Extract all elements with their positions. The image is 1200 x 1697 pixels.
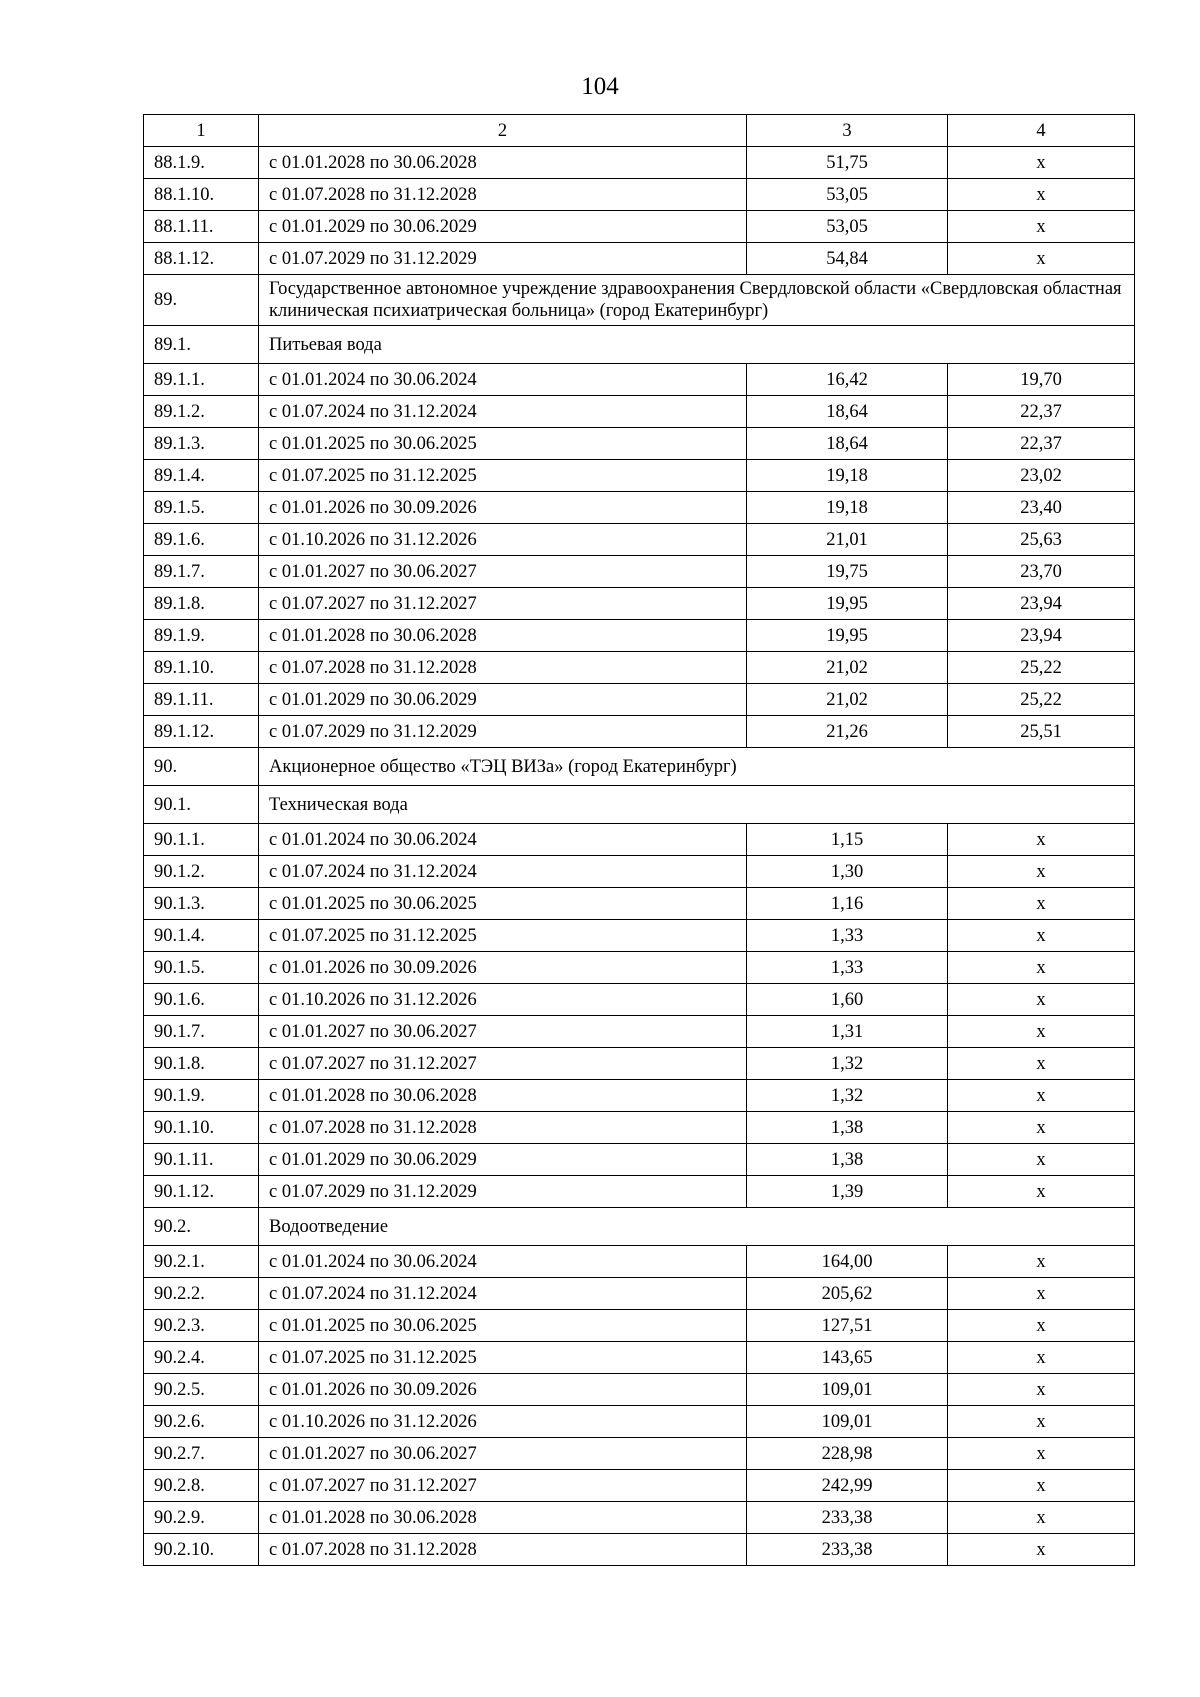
period-cell: с 01.10.2026 по 31.12.2026 — [259, 524, 747, 556]
table-row — [144, 652, 1135, 684]
period-cell: с 01.01.2025 по 30.06.2025 — [259, 1310, 747, 1342]
period-cell: с 01.01.2029 по 30.06.2029 — [259, 211, 747, 243]
tariff-vat-cell: х — [948, 1470, 1135, 1502]
table-row — [144, 1112, 1135, 1144]
table-row — [144, 984, 1135, 1016]
period-cell: с 01.01.2028 по 30.06.2028 — [259, 620, 747, 652]
column-number-row — [144, 115, 1135, 147]
period-cell: с 01.01.2024 по 30.06.2024 — [259, 824, 747, 856]
period-cell: с 01.07.2029 по 31.12.2029 — [259, 1176, 747, 1208]
tariff-value-cell: 1,31 — [747, 1016, 948, 1048]
row-number-cell: 90.2.6. — [144, 1406, 259, 1438]
tariff-value-cell: 53,05 — [747, 179, 948, 211]
tariff-vat-cell: х — [948, 1406, 1135, 1438]
tariff-vat-cell: х — [948, 1246, 1135, 1278]
tariff-vat-cell: х — [948, 1080, 1135, 1112]
table-row — [144, 492, 1135, 524]
tariff-vat-cell: х — [948, 1278, 1135, 1310]
tariff-value-cell: 109,01 — [747, 1374, 948, 1406]
tariff-value-cell: 1,38 — [747, 1112, 948, 1144]
table-row — [144, 1342, 1135, 1374]
row-number-cell: 89.1.3. — [144, 428, 259, 460]
tariff-value-cell: 18,64 — [747, 396, 948, 428]
period-cell: с 01.01.2026 по 30.09.2026 — [259, 492, 747, 524]
tariff-value-cell: 19,75 — [747, 556, 948, 588]
tariff-vat-cell: х — [948, 179, 1135, 211]
table-row — [144, 396, 1135, 428]
period-cell: с 01.07.2025 по 31.12.2025 — [259, 460, 747, 492]
table-row — [144, 888, 1135, 920]
table-row — [144, 364, 1135, 396]
section-title-cell: Техническая вода — [259, 786, 1135, 824]
tariff-vat-cell: 25,51 — [948, 716, 1135, 748]
row-number-cell: 90.2. — [144, 1208, 259, 1246]
tariff-vat-cell: х — [948, 1438, 1135, 1470]
row-number-cell: 90.1.10. — [144, 1112, 259, 1144]
tariff-vat-cell: 23,94 — [948, 620, 1135, 652]
tariff-vat-cell: х — [948, 1534, 1135, 1566]
table-row — [144, 1176, 1135, 1208]
row-number-cell: 90.2.9. — [144, 1502, 259, 1534]
period-cell: с 01.10.2026 по 31.12.2026 — [259, 1406, 747, 1438]
period-cell: с 01.07.2028 по 31.12.2028 — [259, 1534, 747, 1566]
row-number-cell: 90.1.5. — [144, 952, 259, 984]
tariff-value-cell: 1,33 — [747, 920, 948, 952]
period-cell: с 01.01.2029 по 30.06.2029 — [259, 684, 747, 716]
row-number-cell: 90.1. — [144, 786, 259, 824]
period-cell: с 01.07.2028 по 31.12.2028 — [259, 1112, 747, 1144]
period-cell: с 01.01.2026 по 30.09.2026 — [259, 1374, 747, 1406]
tariff-value-cell: 21,01 — [747, 524, 948, 556]
tariff-vat-cell: х — [948, 1374, 1135, 1406]
tariff-vat-cell: 23,02 — [948, 460, 1135, 492]
table-row — [144, 179, 1135, 211]
column-number-4: 4 — [948, 115, 1135, 147]
table-row — [144, 1016, 1135, 1048]
table-row — [144, 716, 1135, 748]
row-number-cell: 88.1.9. — [144, 147, 259, 179]
period-cell: с 01.01.2028 по 30.06.2028 — [259, 147, 747, 179]
row-number-cell: 89.1.6. — [144, 524, 259, 556]
period-cell: с 01.07.2029 по 31.12.2029 — [259, 716, 747, 748]
tariff-value-cell: 21,02 — [747, 652, 948, 684]
row-number-cell: 90.1.11. — [144, 1144, 259, 1176]
tariff-value-cell: 127,51 — [747, 1310, 948, 1342]
table-row — [144, 1048, 1135, 1080]
row-number-cell: 89.1.11. — [144, 684, 259, 716]
row-number-cell: 90.2.10. — [144, 1534, 259, 1566]
row-number-cell: 89.1.2. — [144, 396, 259, 428]
row-number-cell: 89.1.1. — [144, 364, 259, 396]
tariff-value-cell: 19,95 — [747, 620, 948, 652]
row-number-cell: 89.1.4. — [144, 460, 259, 492]
tariff-value-cell: 54,84 — [747, 243, 948, 275]
tariff-vat-cell: 25,22 — [948, 652, 1135, 684]
period-cell: с 01.01.2029 по 30.06.2029 — [259, 1144, 747, 1176]
row-number-cell: 88.1.10. — [144, 179, 259, 211]
tariff-value-cell: 228,98 — [747, 1438, 948, 1470]
row-number-cell: 89.1.5. — [144, 492, 259, 524]
period-cell: с 01.07.2025 по 31.12.2025 — [259, 920, 747, 952]
section-row — [144, 748, 1135, 786]
section-row — [144, 326, 1135, 364]
tariff-vat-cell: х — [948, 984, 1135, 1016]
tariff-vat-cell: х — [948, 1502, 1135, 1534]
tariff-value-cell: 164,00 — [747, 1246, 948, 1278]
row-number-cell: 90.1.12. — [144, 1176, 259, 1208]
period-cell: с 01.10.2026 по 31.12.2026 — [259, 984, 747, 1016]
table-row — [144, 1144, 1135, 1176]
section-row — [144, 1208, 1135, 1246]
period-cell: с 01.01.2024 по 30.06.2024 — [259, 1246, 747, 1278]
row-number-cell: 90.2.7. — [144, 1438, 259, 1470]
tariff-vat-cell: х — [948, 920, 1135, 952]
period-cell: с 01.07.2028 по 31.12.2028 — [259, 179, 747, 211]
tariff-value-cell: 19,18 — [747, 492, 948, 524]
section-title-cell: Водоотведение — [259, 1208, 1135, 1246]
row-number-cell: 89.1. — [144, 326, 259, 364]
tariff-vat-cell: 23,94 — [948, 588, 1135, 620]
period-cell: с 01.07.2029 по 31.12.2029 — [259, 243, 747, 275]
tariff-vat-cell: х — [948, 1342, 1135, 1374]
table-row — [144, 1502, 1135, 1534]
tariff-table — [143, 114, 1135, 1566]
tariff-value-cell: 205,62 — [747, 1278, 948, 1310]
table-row — [144, 1406, 1135, 1438]
period-cell: с 01.07.2027 по 31.12.2027 — [259, 588, 747, 620]
row-number-cell: 90.1.4. — [144, 920, 259, 952]
period-cell: с 01.01.2028 по 30.06.2028 — [259, 1502, 747, 1534]
tariff-value-cell: 21,02 — [747, 684, 948, 716]
row-number-cell: 89. — [144, 275, 259, 326]
tariff-vat-cell: х — [948, 1176, 1135, 1208]
tariff-vat-cell: 25,22 — [948, 684, 1135, 716]
period-cell: с 01.01.2025 по 30.06.2025 — [259, 888, 747, 920]
tariff-vat-cell: 19,70 — [948, 364, 1135, 396]
row-number-cell: 90. — [144, 748, 259, 786]
period-cell: с 01.07.2027 по 31.12.2027 — [259, 1470, 747, 1502]
table-row — [144, 243, 1135, 275]
table-row — [144, 1374, 1135, 1406]
tariff-value-cell: 1,38 — [747, 1144, 948, 1176]
tariff-value-cell: 19,95 — [747, 588, 948, 620]
tariff-value-cell: 1,33 — [747, 952, 948, 984]
row-number-cell: 89.1.9. — [144, 620, 259, 652]
section-title-cell: Акционерное общество «ТЭЦ ВИЗа» (город Екатеринбург) — [259, 748, 1135, 786]
row-number-cell: 90.2.2. — [144, 1278, 259, 1310]
table-row — [144, 1438, 1135, 1470]
row-number-cell: 88.1.11. — [144, 211, 259, 243]
tariff-vat-cell: 23,40 — [948, 492, 1135, 524]
column-number-1: 1 — [144, 115, 259, 147]
tariff-value-cell: 1,32 — [747, 1080, 948, 1112]
tariff-vat-cell: х — [948, 824, 1135, 856]
row-number-cell: 90.1.8. — [144, 1048, 259, 1080]
tariff-value-cell: 21,26 — [747, 716, 948, 748]
row-number-cell: 89.1.7. — [144, 556, 259, 588]
row-number-cell: 89.1.10. — [144, 652, 259, 684]
table-row — [144, 684, 1135, 716]
table-row — [144, 1246, 1135, 1278]
period-cell: с 01.07.2024 по 31.12.2024 — [259, 1278, 747, 1310]
tariff-value-cell: 1,30 — [747, 856, 948, 888]
tariff-value-cell: 242,99 — [747, 1470, 948, 1502]
tariff-value-cell: 53,05 — [747, 211, 948, 243]
period-cell: с 01.07.2024 по 31.12.2024 — [259, 856, 747, 888]
table-row — [144, 1278, 1135, 1310]
table-row — [144, 952, 1135, 984]
table-row — [144, 620, 1135, 652]
tariff-value-cell: 233,38 — [747, 1502, 948, 1534]
row-number-cell: 90.2.5. — [144, 1374, 259, 1406]
tariff-value-cell: 1,15 — [747, 824, 948, 856]
table-row — [144, 824, 1135, 856]
tariff-vat-cell: 25,63 — [948, 524, 1135, 556]
table-row — [144, 856, 1135, 888]
period-cell: с 01.01.2027 по 30.06.2027 — [259, 1016, 747, 1048]
period-cell: с 01.01.2027 по 30.06.2027 — [259, 556, 747, 588]
tariff-vat-cell: 23,70 — [948, 556, 1135, 588]
tariff-value-cell: 143,65 — [747, 1342, 948, 1374]
row-number-cell: 90.1.1. — [144, 824, 259, 856]
tariff-vat-cell: х — [948, 888, 1135, 920]
row-number-cell: 90.1.7. — [144, 1016, 259, 1048]
tariff-vat-cell: х — [948, 856, 1135, 888]
column-number-2: 2 — [259, 115, 747, 147]
row-number-cell: 90.2.1. — [144, 1246, 259, 1278]
table-row — [144, 920, 1135, 952]
period-cell: с 01.07.2027 по 31.12.2027 — [259, 1048, 747, 1080]
period-cell: с 01.01.2028 по 30.06.2028 — [259, 1080, 747, 1112]
tariff-value-cell: 19,18 — [747, 460, 948, 492]
section-row — [144, 275, 1135, 326]
tariff-vat-cell: х — [948, 1048, 1135, 1080]
period-cell: с 01.01.2026 по 30.09.2026 — [259, 952, 747, 984]
tariff-vat-cell: 22,37 — [948, 428, 1135, 460]
table-row — [144, 1534, 1135, 1566]
period-cell: с 01.01.2025 по 30.06.2025 — [259, 428, 747, 460]
tariff-table-body — [144, 115, 1135, 1566]
period-cell: с 01.07.2028 по 31.12.2028 — [259, 652, 747, 684]
tariff-value-cell: 16,42 — [747, 364, 948, 396]
table-row — [144, 1080, 1135, 1112]
tariff-value-cell: 1,16 — [747, 888, 948, 920]
row-number-cell: 90.2.8. — [144, 1470, 259, 1502]
tariff-value-cell: 51,75 — [747, 147, 948, 179]
row-number-cell: 89.1.12. — [144, 716, 259, 748]
tariff-value-cell: 1,32 — [747, 1048, 948, 1080]
page-number: 104 — [581, 73, 619, 100]
tariff-vat-cell: х — [948, 1310, 1135, 1342]
table-row — [144, 460, 1135, 492]
column-number-3: 3 — [747, 115, 948, 147]
table-row — [144, 211, 1135, 243]
tariff-vat-cell: х — [948, 243, 1135, 275]
row-number-cell: 90.2.4. — [144, 1342, 259, 1374]
row-number-cell: 90.2.3. — [144, 1310, 259, 1342]
table-row — [144, 556, 1135, 588]
period-cell: с 01.01.2024 по 30.06.2024 — [259, 364, 747, 396]
table-row — [144, 428, 1135, 460]
table-row — [144, 524, 1135, 556]
tariff-value-cell: 109,01 — [747, 1406, 948, 1438]
tariff-vat-cell: х — [948, 1112, 1135, 1144]
tariff-vat-cell: х — [948, 211, 1135, 243]
tariff-value-cell: 18,64 — [747, 428, 948, 460]
table-row — [144, 1310, 1135, 1342]
table-row — [144, 147, 1135, 179]
period-cell: с 01.01.2027 по 30.06.2027 — [259, 1438, 747, 1470]
table-row — [144, 588, 1135, 620]
tariff-vat-cell: х — [948, 147, 1135, 179]
tariff-value-cell: 233,38 — [747, 1534, 948, 1566]
tariff-vat-cell: х — [948, 952, 1135, 984]
tariff-vat-cell: 22,37 — [948, 396, 1135, 428]
tariff-value-cell: 1,39 — [747, 1176, 948, 1208]
tariff-vat-cell: х — [948, 1016, 1135, 1048]
tariff-value-cell: 1,60 — [747, 984, 948, 1016]
section-title-cell: Питьевая вода — [259, 326, 1135, 364]
row-number-cell: 90.1.6. — [144, 984, 259, 1016]
period-cell: с 01.07.2024 по 31.12.2024 — [259, 396, 747, 428]
tariff-vat-cell: х — [948, 1144, 1135, 1176]
section-title-cell: Государственное автономное учреждение здравоохранения Свердловской области «Свердловская областная клиническая психиатрическая больница» (город Екатеринбург) — [259, 275, 1135, 326]
table-row — [144, 1470, 1135, 1502]
row-number-cell: 90.1.3. — [144, 888, 259, 920]
section-row — [144, 786, 1135, 824]
row-number-cell: 89.1.8. — [144, 588, 259, 620]
row-number-cell: 90.1.2. — [144, 856, 259, 888]
row-number-cell: 90.1.9. — [144, 1080, 259, 1112]
row-number-cell: 88.1.12. — [144, 243, 259, 275]
period-cell: с 01.07.2025 по 31.12.2025 — [259, 1342, 747, 1374]
